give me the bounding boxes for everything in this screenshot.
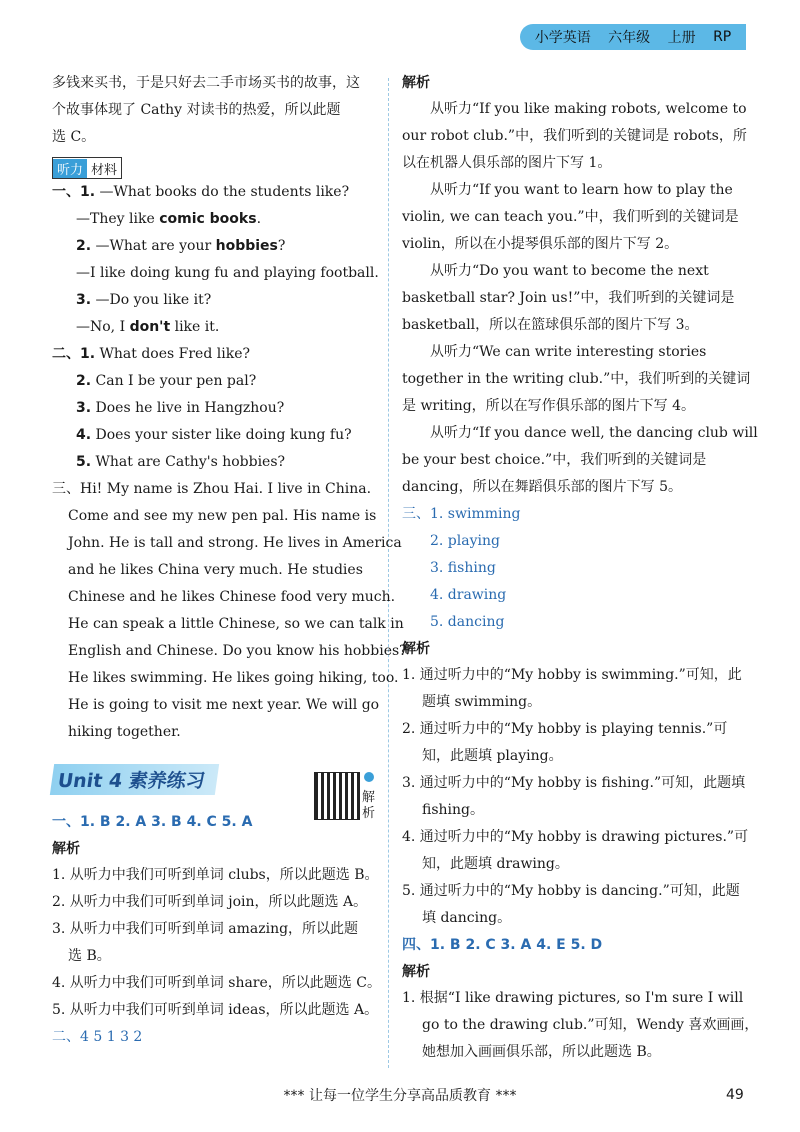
item-number: 5. [76,454,92,470]
item-number: 二、1. [52,346,96,362]
passage-line: and he likes China very much. He studies [68,562,363,578]
right-column [402,70,759,1066]
item-end: ? [277,238,286,254]
page-number: 49 [726,1087,744,1103]
item-number: 2. [76,238,92,254]
analysis-list [402,662,750,932]
item-text: Does he live in Hangzhou? [95,400,285,416]
script-line [52,179,382,206]
item-text: —Do you like it? [95,292,212,308]
passage-line: He can speak a little Chinese, so we can talk in [68,616,404,632]
analysis-item: fishing。 [422,802,484,818]
bold-keyword: hobbies [215,238,278,254]
paragraph-line: 从听力“If you want to learn how to play the [430,182,733,198]
section-one-script [52,179,382,341]
item-text: —They like [76,211,160,227]
qr-code[interactable] [314,772,360,820]
paragraph-line: 以在机器人俱乐部的图片下写 1。 [402,155,612,171]
analysis-item: 5. 通过听力中的“My hobby is dancing.”可知，此题 [402,883,740,899]
analysis-item: 1. 通过听力中的“My hobby is swimming.”可知，此 [402,667,742,683]
analysis-heading: 解析 [402,964,430,980]
intro-line: 多钱来买书，于是只好去二手市场买书的故事，这 [52,75,360,91]
answer-line: 4. drawing [430,587,507,603]
passage-line: He is going to visit me next year. We will go [68,697,380,713]
header-subject: 小学英语 [534,30,591,46]
analysis-heading: 解析 [52,841,80,857]
footer-slogan: *** 让每一位学生分享高品质教育 *** [283,1088,517,1104]
item-number: 3. [76,400,92,416]
item-text: —What are your [95,238,216,254]
script-line [52,368,382,395]
passage-line: He likes swimming. He likes going hiking, too. [68,670,399,686]
analysis-item: 4. 通过听力中的“My hobby is drawing pictures.”可 [402,829,749,845]
item-end: . [256,211,262,227]
section-three-passage [52,476,407,746]
script-line [52,206,382,233]
section-three-answers [402,501,750,636]
intro-line: 选 C。 [52,129,96,145]
analysis-list [52,862,382,1024]
answer-line: 2. playing [430,533,500,549]
passage-line: 三、Hi! My name is Zhou Hai. I live in China. [52,481,372,497]
paragraph-line: 从听力“We can write interesting stories [430,344,707,360]
paragraph-line: 从听力“If you dance well, the dancing club will [430,425,758,441]
paragraph-line: 从听力“Do you want to become the next [430,263,709,279]
paragraph-line: 是 writing，所以在写作俱乐部的图片下写 4。 [402,398,696,414]
analysis-item: go to the drawing club.”可知，Wendy 喜欢画画， [422,1017,759,1033]
item-number: 3. [76,292,92,308]
analysis-item: 1. 根据“I like drawing pictures, so I'm sure I will [402,990,744,1006]
script-line [52,314,382,341]
tag-listening: 听力 [53,159,87,178]
paragraph-line: basketball，所以在篮球俱乐部的图片下写 3。 [402,317,699,333]
column-divider [388,78,389,1068]
script-line [52,287,382,314]
item-text: —What books do the students like? [99,184,350,200]
unit-title: Unit 4 素养练习 [50,764,219,795]
analysis-item: 3. 从听力中我们可听到单词 amazing，所以此题 [52,921,359,937]
script-line [52,422,382,449]
qr-label: 解析 [362,790,376,821]
bold-keyword: don't [129,319,171,335]
analysis-heading: 解析 [402,75,430,91]
analysis-item: 2. 通过听力中的“My hobby is playing tennis.”可 [402,721,728,737]
analysis-item: 2. 从听力中我们可听到单词 join，所以此题选 A。 [52,894,368,910]
item-text: —No, I [76,319,130,335]
script-line [52,449,382,476]
paragraph-line: together in the writing club.”中，我们听到的关键词 [402,371,751,387]
answer-line: 三、1. swimming [402,506,521,522]
analysis-item: 1. 从听力中我们可听到单词 clubs，所以此题选 B。 [52,867,379,883]
script-line [52,260,382,287]
passage-line: John. He is tall and strong. He lives in America [68,535,402,551]
answers-section-one: 一、1. B 2. A 3. B 4. C 5. A [52,814,253,830]
item-text: What does Fred like? [99,346,250,362]
analysis-item: 知，此题填 drawing。 [422,856,569,872]
item-number: 2. [76,373,92,389]
answer-line: 5. dancing [430,614,505,630]
item-number: 一、1. [52,184,96,200]
passage-line: Chinese and he likes Chinese food very much. [68,589,396,605]
header-volume: 上册 [667,30,696,46]
analysis-item: 4. 从听力中我们可听到单词 share，所以此题选 C。 [52,975,381,991]
header-edition: RP [713,29,732,45]
analysis-item: 填 dancing。 [422,910,512,926]
passage-line: hiking together. [68,724,181,740]
paragraph-line: basketball star? Join us!”中，我们听到的关键词是 [402,290,735,306]
answers-section-two: 二、4 5 1 3 2 [52,1029,143,1045]
tag-material: 材料 [91,162,118,178]
item-text: Does your sister like doing kung fu? [95,427,352,443]
listening-material-tag [52,157,122,179]
paragraph-line: violin，所以在小提琴俱乐部的图片下写 2。 [402,236,679,252]
paragraph-line: dancing，所以在舞蹈俱乐部的图片下写 5。 [402,479,682,495]
analysis-item: 题填 swimming。 [422,694,542,710]
section-two-script [52,341,382,476]
analysis-item: 知，此题填 playing。 [422,748,563,764]
analysis-item: 5. 从听力中我们可听到单词 ideas，所以此题选 A。 [52,1002,379,1018]
script-line [52,233,382,260]
script-line [52,341,382,368]
analysis-item: 她想加入画画俱乐部，所以此题选 B。 [422,1044,661,1060]
analysis-item: 3. 通过听力中的“My hobby is fishing.”可知，此题填 [402,775,746,791]
header-bar [520,24,746,50]
analysis-paragraphs [402,96,758,501]
passage-line: Come and see my new pen pal. His name is [68,508,377,524]
item-text: —I like doing kung fu and playing football. [76,265,379,281]
intro-line: 个故事体现了 Cathy 对读书的热爱，所以此题 [52,102,341,118]
paragraph-line: 从听力“If you like making robots, welcome to [430,101,747,117]
paragraph-line: be your best choice.”中，我们听到的关键词是 [402,452,707,468]
bold-keyword: comic books [159,211,257,227]
analysis-item: 选 B。 [68,948,111,964]
passage-line: English and Chinese. Do you know his hobbies? [68,643,407,659]
paragraph-line: violin, we can teach you.”中，我们听到的关键词是 [402,209,739,225]
answers-section-four: 四、1. B 2. C 3. A 4. E 5. D [402,937,603,953]
item-number: 4. [76,427,92,443]
analysis-heading: 解析 [402,641,430,657]
play-icon[interactable] [364,772,374,782]
header-grade: 六年级 [608,30,651,46]
item-text: Can I be your pen pal? [95,373,257,389]
answer-line: 3. fishing [430,560,496,576]
left-column [52,70,407,1051]
paragraph-line: our robot club.”中，我们听到的关键词是 robots，所 [402,128,747,144]
analysis-list [402,985,759,1066]
item-text: What are Cathy's hobbies? [95,454,286,470]
script-line [52,395,382,422]
item-end: like it. [170,319,220,335]
